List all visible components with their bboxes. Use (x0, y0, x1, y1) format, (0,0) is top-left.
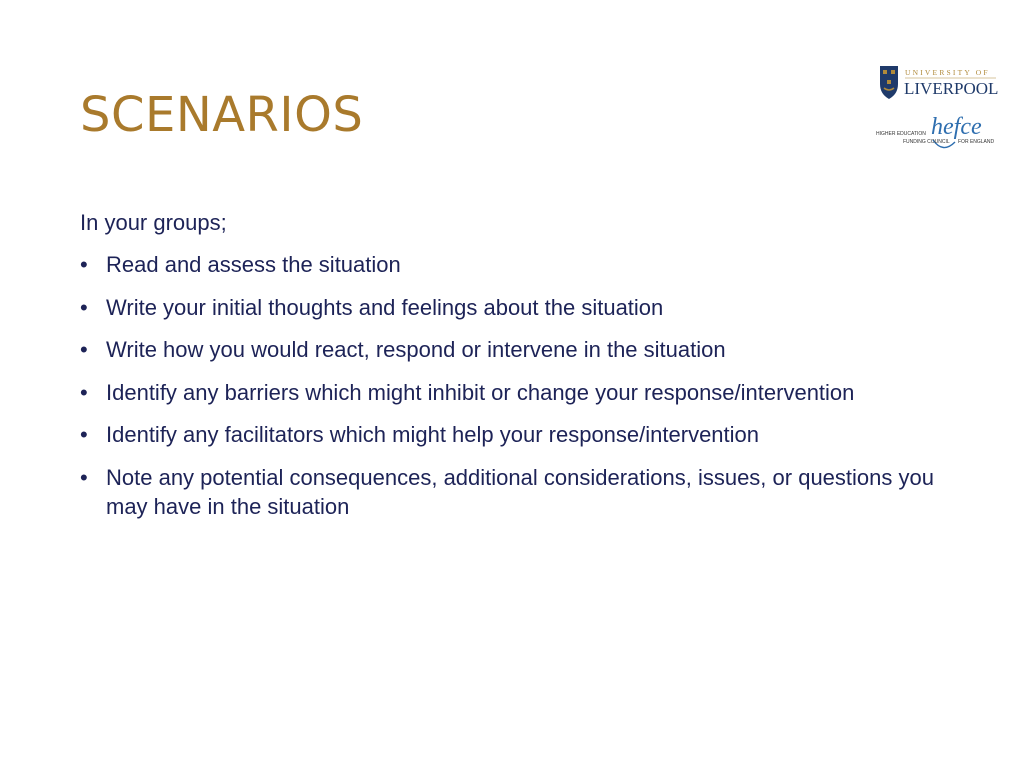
slide-title: SCENARIOS (80, 87, 364, 143)
bullet-icon: • (80, 379, 88, 405)
intro-text: In your groups; (80, 210, 227, 235)
bullet-text: Write your initial thoughts and feelings about the situation (106, 294, 664, 320)
bullet-item (80, 293, 980, 322)
liverpool-logo-line1: UNIVERSITY OF (905, 68, 990, 77)
bullet-icon: • (80, 252, 88, 277)
bullet-icon: • (80, 294, 88, 320)
bullet-icon: • (80, 464, 88, 490)
liverpool-logo-line2: LIVERPOOL (904, 79, 998, 98)
bullet-text: Identify any facilitators which might help your response/intervention (106, 422, 760, 447)
bullet-text: Read and assess the situation (106, 252, 401, 277)
hefce-logo (873, 110, 999, 154)
hefce-caption-left: HIGHER EDUCATION (876, 131, 926, 137)
bullet-icon: • (80, 337, 88, 362)
crest-icon (880, 66, 898, 99)
slide-body (80, 208, 980, 534)
bullet-item (80, 335, 980, 364)
bullet-item (80, 420, 980, 449)
bullet-text: Write how you would react, respond or intervene in the situation (106, 337, 726, 362)
bullet-text: Note any potential consequences, additional considerations, issues, or questions you may have in the situation (106, 464, 934, 519)
bullet-text: Identify any barriers which might inhibit or change your response/intervention (106, 379, 855, 405)
hefce-wordmark: hefce (931, 114, 982, 140)
bullet-item (80, 463, 980, 521)
bullet-icon: • (80, 422, 88, 447)
bullet-item (80, 250, 980, 279)
university-of-liverpool-logo (878, 64, 998, 102)
hefce-caption-right: FOR ENGLAND (958, 139, 995, 145)
hefce-caption-left-2: FUNDING COUNCIL (903, 139, 950, 145)
bullet-list (80, 250, 980, 521)
bullet-item (80, 378, 980, 407)
